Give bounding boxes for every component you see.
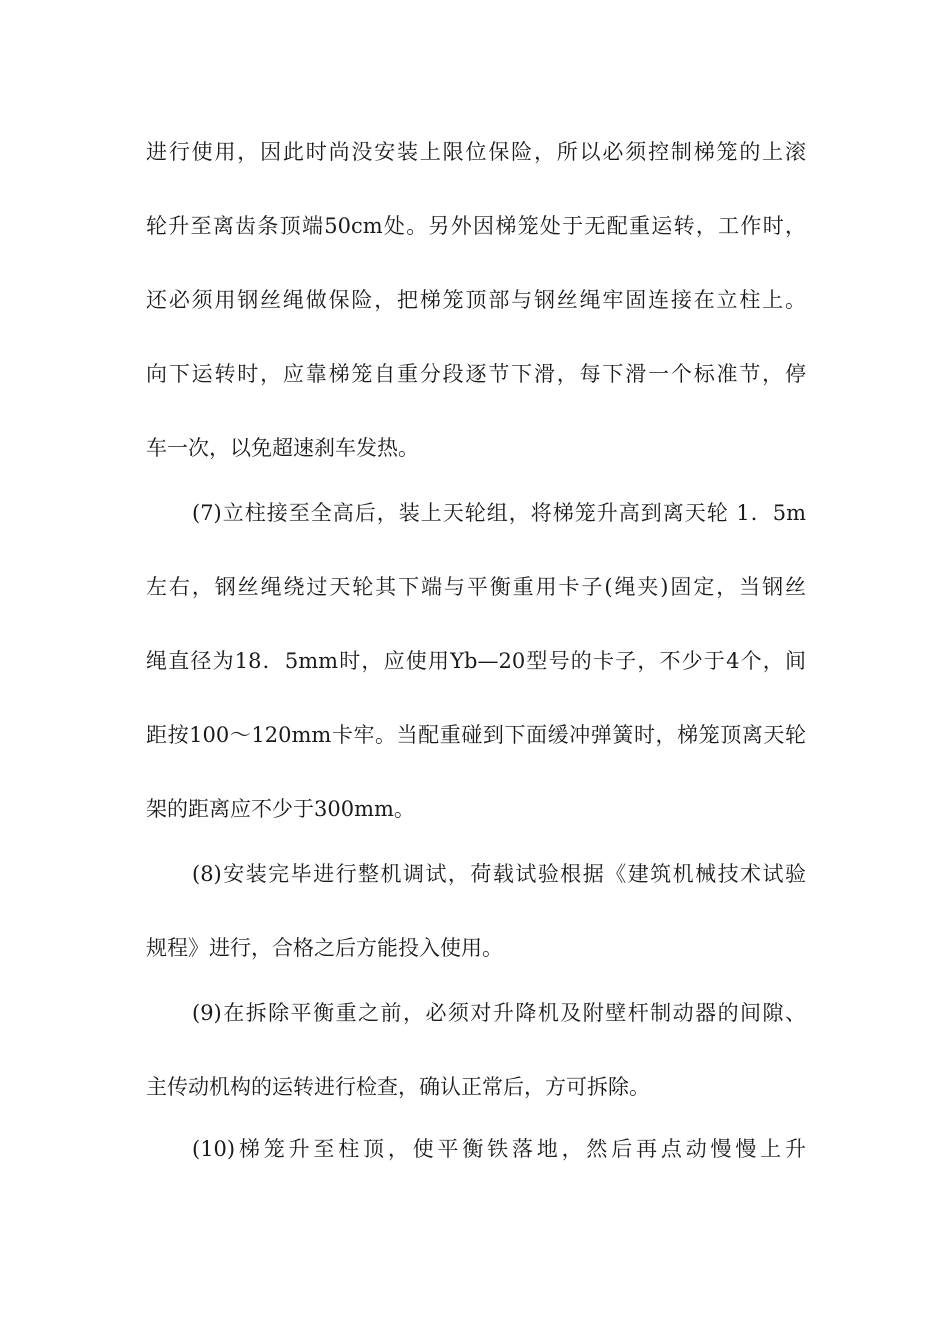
paragraph-7-start: (7)立柱接至全高后，装上天轮组，将梯笼升高到离天轮 1．5m [192, 501, 806, 525]
text-line: 轮升至离齿条顶端50cm处。另外因梯笼处于无配重运转，工作时， [146, 214, 806, 238]
text-line: 车一次，以免超速刹车发热。 [146, 436, 419, 460]
text-line: 绳直径为18．5mm时，应使用Yb—20型号的卡子，不少于4个，间 [146, 649, 806, 673]
text-line: 规程》进行，合格之后方能投入使用。 [146, 936, 503, 960]
text-line: 架的距离应不少于300mm。 [146, 797, 415, 821]
text-line: 左右，钢丝绳绕过天轮其下端与平衡重用卡子(绳夹)固定，当钢丝 [146, 575, 806, 599]
text-line: 主传动机构的运转进行检查，确认正常后，方可拆除。 [146, 1075, 650, 1099]
text-line: 进行使用，因此时尚没安装上限位保险，所以必须控制梯笼的上滚 [146, 140, 806, 164]
paragraph-9-start: (9)在拆除平衡重之前，必须对升降机及附壁杆制动器的间隙、 [192, 1001, 806, 1025]
text-line: 还必须用钢丝绳做保险，把梯笼顶部与钢丝绳牢固连接在立柱上。 [146, 288, 806, 312]
paragraph-8-start: (8)安装完毕进行整机调试，荷载试验根据《建筑机械技术试验 [192, 862, 806, 886]
paragraph-10-start: (10)梯笼升至柱顶，使平衡铁落地，然后再点动慢慢上升 [192, 1137, 806, 1161]
text-line: 距按100～120mm卡牢。当配重碰到下面缓冲弹簧时，梯笼顶离天轮 [146, 723, 806, 747]
text-line: 向下运转时，应靠梯笼自重分段逐节下滑，每下滑一个标准节，停 [146, 362, 806, 386]
